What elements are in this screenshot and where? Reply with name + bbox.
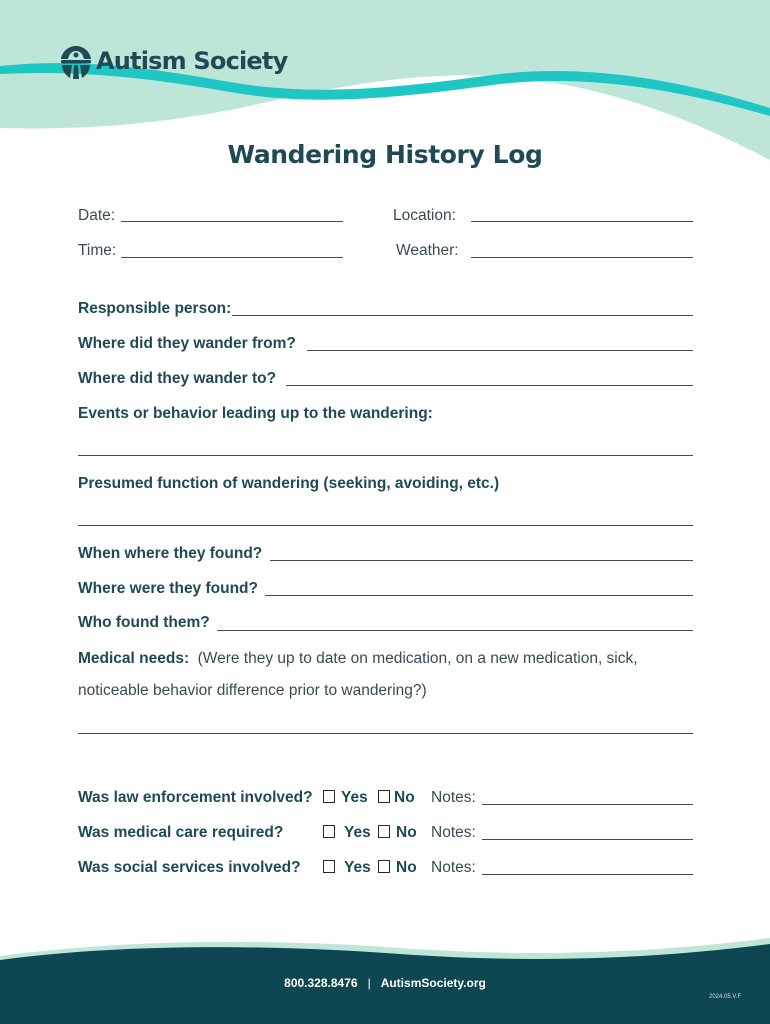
law-enforcement-no-label: No	[394, 789, 415, 806]
law-enforcement-notes-field[interactable]	[482, 804, 693, 805]
time-field[interactable]	[121, 257, 343, 258]
medical-needs-hint-2: noticeable behavior difference prior to wandering?)	[78, 682, 427, 699]
medical-care-notes-label: Notes:	[431, 824, 476, 841]
medical-needs-row	[78, 650, 638, 668]
medical-care-notes-field[interactable]	[482, 839, 693, 840]
who-found-label: Who found them?	[78, 614, 210, 631]
function-field[interactable]	[78, 525, 693, 526]
law-enforcement-notes-label: Notes:	[431, 789, 476, 806]
social-services-notes-field[interactable]	[482, 874, 693, 875]
page-title: Wandering History Log	[227, 140, 543, 169]
law-enforcement-no-checkbox[interactable]	[378, 790, 390, 803]
medical-needs-label: Medical needs:	[78, 650, 190, 667]
date-label: Date:	[78, 207, 116, 224]
when-found-label: When where they found?	[78, 545, 263, 562]
medical-care-yes-checkbox[interactable]	[323, 825, 335, 838]
medical-needs-hint: (Were they up to date on medication, on a new medication, sick,	[197, 650, 638, 667]
location-label: Location:	[393, 207, 456, 224]
when-found-field[interactable]	[270, 560, 693, 561]
medical-care-no-checkbox[interactable]	[378, 825, 390, 838]
weather-field[interactable]	[471, 257, 693, 258]
medical-care-no-label: No	[396, 824, 417, 841]
medical-care-label: Was medical care required?	[78, 824, 284, 841]
social-services-label: Was social services involved?	[78, 859, 301, 876]
responsible-person-field[interactable]	[232, 315, 693, 316]
function-label: Presumed function of wandering (seeking, avoiding, etc.)	[78, 475, 500, 492]
footer-phone[interactable]: 800.328.8476	[284, 976, 358, 990]
law-enforcement-label: Was law enforcement involved?	[78, 789, 313, 806]
social-services-yes-checkbox[interactable]	[323, 860, 335, 873]
law-enforcement-yes-label: Yes	[341, 789, 368, 806]
where-found-field[interactable]	[265, 595, 693, 596]
wander-from-field[interactable]	[307, 350, 693, 351]
footer-website-link[interactable]: AutismSociety.org	[380, 976, 486, 990]
social-services-yes-label: Yes	[344, 859, 371, 876]
law-enforcement-yes-checkbox[interactable]	[323, 790, 335, 803]
medical-needs-field[interactable]	[78, 733, 693, 734]
events-field[interactable]	[78, 455, 693, 456]
wander-to-field[interactable]	[286, 385, 693, 386]
social-services-no-label: No	[396, 859, 417, 876]
time-label: Time:	[78, 242, 117, 259]
where-found-label: Where were they found?	[78, 580, 258, 597]
events-label: Events or behavior leading up to the wandering:	[78, 405, 433, 422]
social-services-notes-label: Notes:	[431, 859, 476, 876]
social-services-no-checkbox[interactable]	[378, 860, 390, 873]
footer-contact	[0, 976, 770, 990]
responsible-person-label: Responsible person:	[78, 300, 232, 317]
date-field[interactable]	[121, 221, 343, 222]
weather-label: Weather:	[396, 242, 459, 259]
medical-care-yes-label: Yes	[344, 824, 371, 841]
wander-to-label: Where did they wander to?	[78, 370, 277, 387]
version-code: 2024.05.V.F	[709, 994, 742, 1000]
wander-from-label: Where did they wander from?	[78, 335, 296, 352]
autism-society-logo-icon	[58, 44, 94, 80]
who-found-field[interactable]	[217, 630, 693, 631]
footer-separator: |	[367, 976, 371, 990]
brand-name: Autism Society	[96, 47, 288, 75]
location-field[interactable]	[471, 221, 693, 222]
